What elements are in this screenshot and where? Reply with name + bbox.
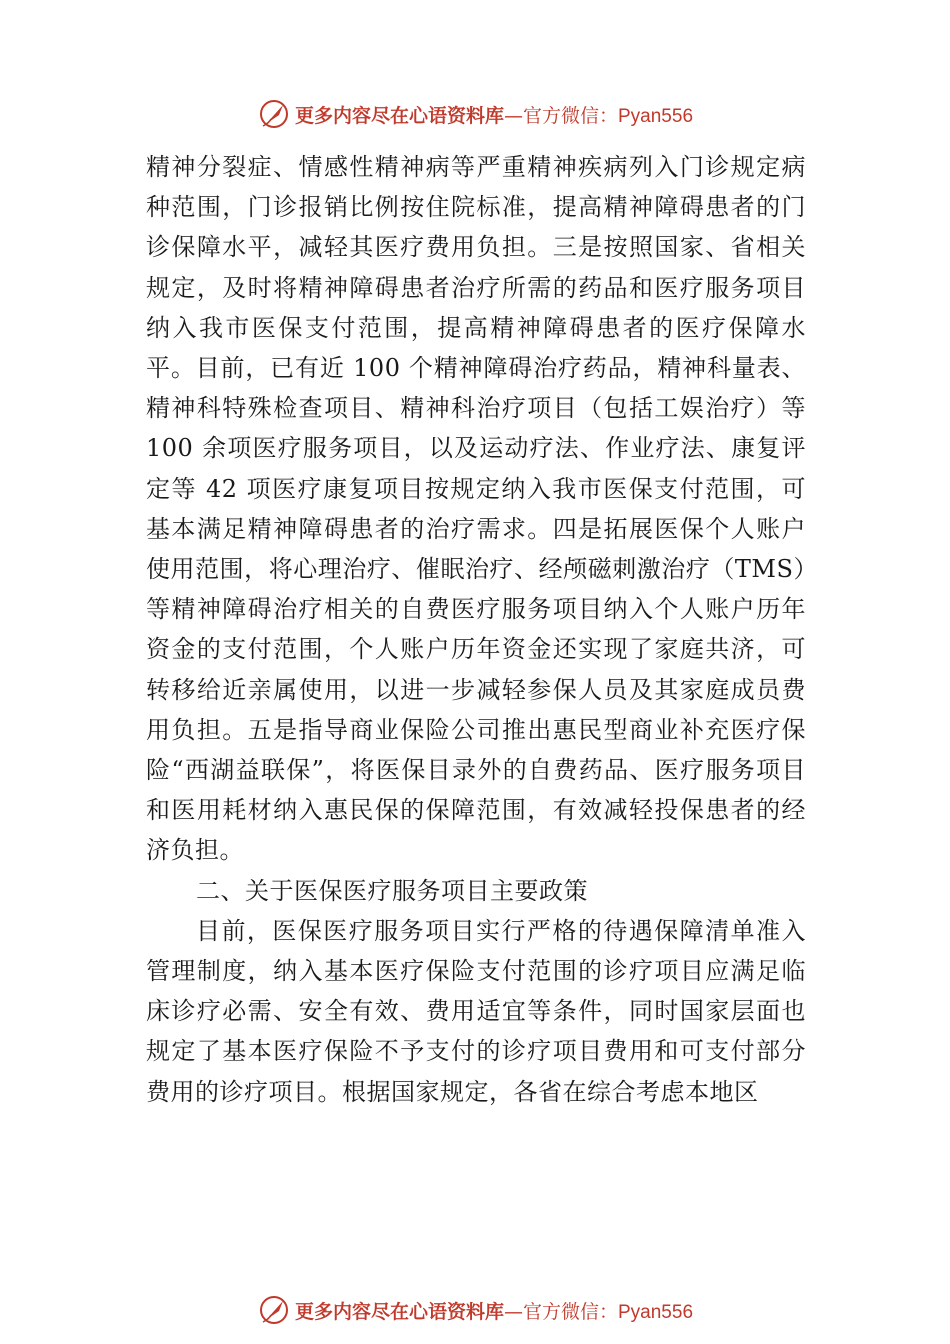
header-banner	[0, 94, 950, 134]
section-heading-2: 二、关于医保医疗服务项目主要政策	[196, 876, 588, 905]
footer-banner	[0, 1290, 950, 1330]
wechat-id: Pyan556	[618, 105, 694, 127]
contact-label: 官方微信：	[522, 104, 618, 127]
document-body	[146, 147, 806, 1112]
brand-name: 更多内容尽在心语资料库	[294, 104, 504, 127]
quill-pen-logo-icon	[257, 97, 291, 131]
quill-pen-logo-icon	[257, 1293, 291, 1327]
body-paragraph-1: 精神分裂症、情感性精神病等严重精神疾病列入门诊规定病种范围，门诊报销比例按住院标准，提高精神障碍患者的门诊保障水平，减轻其医疗费用负担。三是按照国家、省相关规定，及时将精神障碍患者治疗所需的药品和医疗服务项目纳入我市医保支付范围，提高精神障碍患者的医疗保障水平。目前，已有近 100 个精神障碍治疗药品，精神科量表、精神科特殊检查项目、精神科治疗项目（包括工娱治疗）等 100 余项医疗服务项目，以及运动疗法、作业疗法、康复评定等 42 项医疗康复项目按规定纳入我市医保支付范围，可基本满足精神障碍患者的治疗需求。四是拓展医保个人账户使用范围，将心理治疗、催眠治疗、经颅磁刺激治疗（TMS）等精神障碍治疗相关的自费医疗服务项目纳入个人账户历年资金的支付范围，个人账户历年资金还实现了家庭共济，可转移给近亲属使用，以进一步减轻参保人员及其家庭成员费用负担。五是指导商业保险公司推出惠民型商业补充医疗保险“西湖益联保”，将医保目录外的自费药品、医疗服务项目和医用耗材纳入惠民保的保障范围，有效减轻投保患者的经济负担。	[146, 153, 806, 865]
header-banner-text	[295, 101, 693, 128]
body-paragraph-2: 目前，医保医疗服务项目实行严格的待遇保障清单准入管理制度，纳入基本医疗保险支付范围的诊疗项目应满足临床诊疗必需、安全有效、费用适宜等条件，同时国家层面也规定了基本医疗保险不予支付的诊疗项目费用和可支付部分费用的诊疗项目。根据国家规定，各省在综合考虑本地区	[146, 916, 806, 1106]
banner-dash: —	[503, 104, 523, 127]
wechat-id: Pyan556	[618, 1301, 694, 1323]
footer-banner-text	[295, 1297, 693, 1324]
banner-dash: —	[503, 1300, 523, 1323]
brand-name: 更多内容尽在心语资料库	[294, 1300, 504, 1323]
contact-label: 官方微信：	[522, 1300, 618, 1323]
